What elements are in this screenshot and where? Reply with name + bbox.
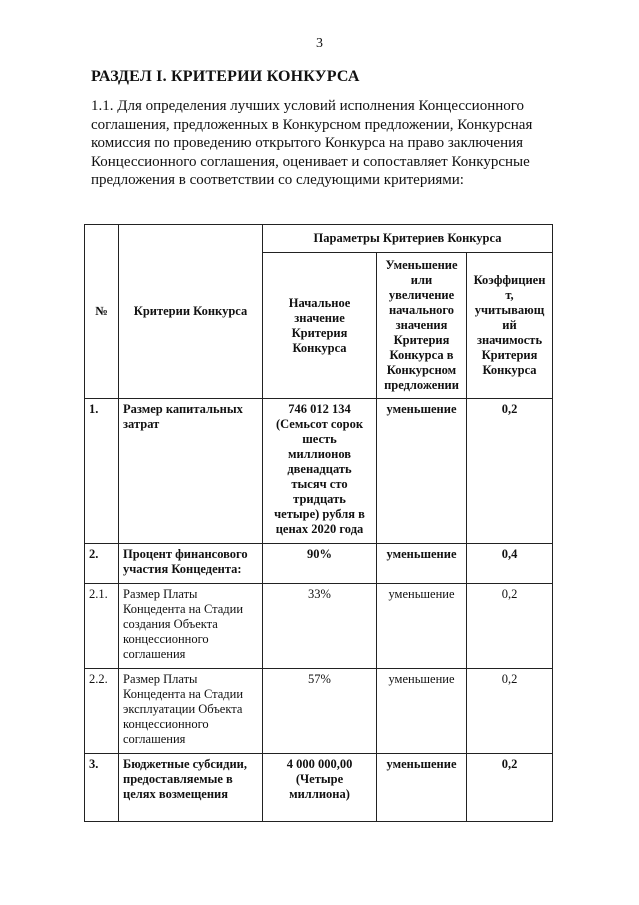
cell-criterion [119,669,263,754]
header-line: Коэффициен [473,273,546,287]
cell-criterion-line: эксплуатации Объекта [123,702,243,716]
cell-criterion [119,544,263,584]
header-line: начального [388,303,455,317]
intro-line: Концессионного соглашения, оценивает и сопоставляет Конкурсные [91,153,530,170]
cell-direction: уменьшение [377,584,467,669]
cell-criterion [119,399,263,544]
table-row [85,544,553,584]
header-line: т, [505,288,514,302]
cell-direction: уменьшение [377,669,467,754]
header-line: ий [502,318,517,332]
cell-criterion-line: Концедента на Стадии [123,602,244,616]
cell-initial-value-line: миллиона) [289,787,350,801]
cell-number: 2. [85,544,119,584]
header-line: Критерия [393,333,450,347]
header-line: Конкурса в [389,348,454,362]
header-line: Критерия [481,348,538,362]
header-line: предложении [384,378,459,392]
intro-paragraph [91,97,560,190]
cell-initial-value-line: (Семьсот сорок [275,417,364,431]
cell-number: 1. [85,399,119,544]
cell-direction: уменьшение [377,399,467,544]
intro-line: предложения в соответствии со следующими критериями: [91,172,464,188]
section-title: РАЗДЕЛ I. КРИТЕРИИ КОНКУРСА [91,68,360,85]
table-row [85,754,553,822]
cell-coefficient: 0,4 [467,544,553,584]
header-direction [377,253,467,399]
intro-line: 1.1. Для определения лучших условий исполнения Концессионного [91,98,525,114]
cell-initial-value-line: (Четыре [295,772,344,786]
cell-criterion-line: Процент финансового [123,547,248,561]
header-parameters-group: Параметры Критериев Конкурса [263,225,553,253]
cell-initial-value-line: четыре) рубля в [274,507,365,521]
header-line: увеличение [388,288,455,302]
table-row [85,399,553,544]
cell-coefficient: 0,2 [467,754,553,822]
header-line: Конкурса [292,340,347,355]
cell-initial-value-line: 57% [308,672,331,686]
cell-criterion [119,584,263,669]
cell-criterion-line: целях возмещения [123,787,228,801]
cell-initial-value-line: 4 000 000,00 [286,757,353,771]
cell-initial-value-line: тысяч сто [291,477,348,491]
cell-initial-value [263,754,377,822]
header-coefficient [467,253,553,399]
cell-criterion-line: Концедента на Стадии [123,687,244,701]
intro-line: соглашения, предложенных в Конкурсном предложении, Конкурсная [91,116,533,133]
page-number: 3 [316,36,323,51]
cell-initial-value-line: ценах 2020 года [275,522,364,536]
cell-initial-value [263,669,377,754]
header-line: значения [395,318,448,332]
header-line: Конкурсном [386,363,457,377]
cell-initial-value-line: тридцать [293,492,346,506]
cell-criterion-line: Размер Платы [123,672,198,686]
header-line: Конкурса [482,363,537,377]
header-criterion: Критерии Конкурса [119,225,263,399]
cell-initial-value [263,399,377,544]
cell-criterion-line: соглашения [123,647,186,661]
table-row [85,584,553,669]
cell-initial-value-line: 746 012 134 [288,402,351,416]
criteria-table [84,224,553,822]
header-initial-value [263,253,377,399]
cell-criterion-line: соглашения [123,732,186,746]
cell-criterion-line: концессионного [123,632,209,646]
header-line: Критерия [291,325,348,340]
cell-number: 2.1. [85,584,119,669]
cell-initial-value-line: миллионов [287,447,352,461]
header-line: учитывающ [474,303,545,317]
header-line: значимость [476,333,543,347]
cell-initial-value [263,544,377,584]
header-line: Начальное [288,295,351,310]
cell-initial-value-line: шесть [302,432,337,446]
intro-line: комиссия по проведению открытого Конкурса на право заключения [91,135,524,151]
cell-coefficient: 0,2 [467,669,553,754]
cell-number: 3. [85,754,119,822]
cell-criterion-line: создания Объекта [123,617,218,631]
cell-criterion-line: Размер Платы [123,587,198,601]
cell-initial-value-line: 33% [308,587,331,601]
cell-criterion [119,754,263,822]
header-line: Уменьшение [385,258,458,272]
header-number: № [85,225,119,399]
cell-criterion-line: Размер капитальных [123,402,243,416]
cell-direction: уменьшение [377,754,467,822]
cell-initial-value-line: двенадцать [287,462,352,476]
cell-criterion-line: участия Концедента: [123,562,242,576]
cell-initial-value-line: 90% [307,547,332,561]
cell-number: 2.2. [85,669,119,754]
cell-coefficient: 0,2 [467,584,553,669]
cell-criterion-line: концессионного [123,717,209,731]
cell-criterion-line: Бюджетные субсидии, [123,757,247,771]
header-line: значение [294,310,345,325]
cell-direction: уменьшение [377,544,467,584]
table-row [85,669,553,754]
header-line: или [410,273,433,287]
cell-criterion-line: предоставляемые в [123,772,233,786]
cell-criterion-line: затрат [123,417,160,431]
cell-coefficient: 0,2 [467,399,553,544]
cell-initial-value [263,584,377,669]
